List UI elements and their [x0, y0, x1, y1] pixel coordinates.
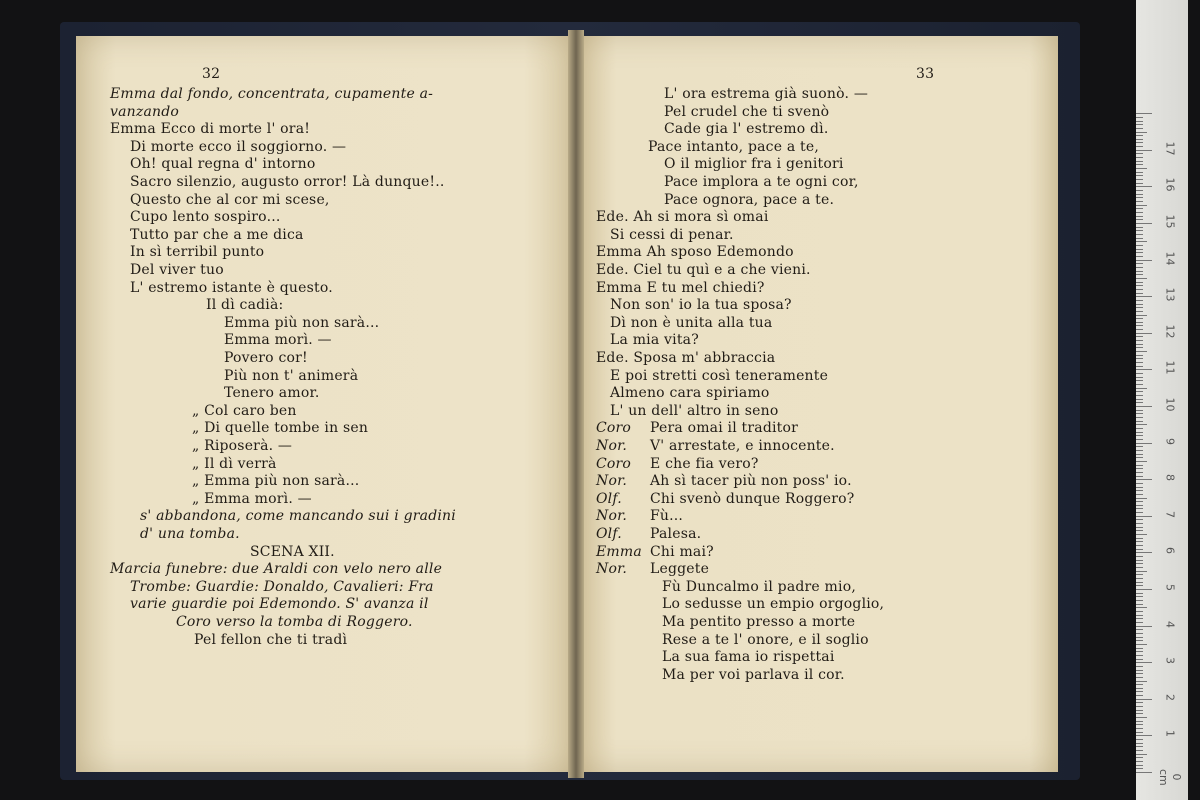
- speaker-label: Nor.: [596, 508, 628, 525]
- ruler-tick: [1136, 263, 1143, 264]
- ruler-tick: [1136, 483, 1143, 484]
- ruler-tick: [1136, 713, 1143, 714]
- text-line: Ede. Ah si mora sì omai: [596, 209, 769, 226]
- text-line: Del viver tuo: [130, 262, 224, 278]
- ruler-tick: [1136, 139, 1143, 140]
- ruler-tick: [1136, 183, 1143, 184]
- text-line: „ Riposerà. —: [192, 438, 293, 454]
- speaker-label: Emma: [596, 543, 642, 560]
- ruler-tick: [1136, 267, 1143, 268]
- ruler-label: 8: [1163, 474, 1177, 482]
- speaker-label: Coro: [596, 420, 632, 437]
- text-line: Pace implora a te ogni cor,: [664, 174, 859, 190]
- ruler-tick: [1136, 296, 1152, 297]
- text-line: Almeno cara spiriamo: [610, 385, 770, 402]
- ruler-tick: [1136, 186, 1152, 187]
- text-line: Ma per voi parlava il cor.: [662, 666, 845, 683]
- text-line: „ Emma più non sarà...: [192, 473, 360, 490]
- text-line: Cupo lento sospiro...: [130, 209, 281, 226]
- text-line: Trombe: Guardie: Donaldo, Cavalieri: Fra: [130, 578, 434, 595]
- ruler-tick: [1136, 538, 1143, 539]
- ruler-tick: [1136, 534, 1147, 535]
- ruler-tick: [1136, 325, 1143, 326]
- text-line: L' estremo istante è questo.: [130, 279, 333, 296]
- ruler-tick: [1136, 457, 1143, 458]
- text-line: Chi mai?: [650, 543, 714, 560]
- ruler-tick: [1136, 443, 1152, 444]
- ruler-tick: [1136, 468, 1143, 469]
- text-line: Marcia funebre: due Araldi con velo nero alle: [110, 561, 443, 578]
- ruler-tick: [1136, 552, 1152, 553]
- text-line: „ Il dì verrà: [192, 455, 277, 472]
- ruler-tick: [1136, 673, 1143, 674]
- text-line: Chi svenò dunque Roggero?: [650, 490, 855, 507]
- ruler-tick: [1136, 132, 1147, 133]
- ruler-tick: [1136, 508, 1143, 509]
- ruler-tick: [1136, 618, 1143, 619]
- ruler-tick: [1136, 498, 1147, 499]
- ruler-tick: [1136, 432, 1143, 433]
- text-line: Pace ognora, pace a te.: [664, 191, 835, 208]
- ruler-tick: [1136, 735, 1152, 736]
- ruler-tick: [1136, 717, 1147, 718]
- ruler-tick: [1136, 179, 1143, 180]
- ruler-tick: [1136, 615, 1143, 616]
- ruler-tick: [1136, 274, 1143, 275]
- ruler-tick: [1136, 574, 1143, 575]
- text-line: Il dì cadià:: [206, 297, 284, 314]
- ruler-tick: [1136, 373, 1143, 374]
- ruler-tick: [1136, 194, 1143, 195]
- ruler-label: 6: [1163, 547, 1177, 555]
- ruler-tick: [1136, 205, 1147, 206]
- ruler-tick: [1136, 219, 1143, 220]
- ruler-tick: [1136, 157, 1143, 158]
- ruler-tick: [1136, 230, 1143, 231]
- ruler-tick: [1136, 681, 1147, 682]
- ruler-tick: [1136, 670, 1143, 671]
- ruler-tick: [1136, 732, 1143, 733]
- ruler-label: 16: [1163, 177, 1177, 192]
- ruler-tick: [1136, 604, 1143, 605]
- ruler-tick: [1136, 197, 1143, 198]
- ruler-tick: [1136, 523, 1143, 524]
- ruler-tick: [1136, 494, 1143, 495]
- ruler-tick: [1136, 519, 1143, 520]
- ruler-tick: [1136, 175, 1143, 176]
- ruler-label: 1: [1163, 730, 1177, 738]
- right-page: [578, 36, 1058, 772]
- ruler-tick: [1136, 212, 1143, 213]
- ruler-tick: [1136, 688, 1143, 689]
- ruler-tick: [1136, 315, 1147, 316]
- text-line: Sacro silenzio, augusto orror! Là dunque!..: [130, 174, 445, 190]
- ruler-tick: [1136, 117, 1143, 118]
- ruler-tick: [1136, 545, 1143, 546]
- speaker-label: Nor.: [596, 473, 628, 490]
- ruler-tick: [1136, 684, 1143, 685]
- ruler-tick: [1136, 271, 1143, 272]
- text-line: Rese a te l' onore, e il soglio: [662, 631, 869, 648]
- ruler-tick: [1136, 611, 1143, 612]
- book-gutter: [568, 30, 584, 778]
- ruler-tick: [1136, 505, 1143, 506]
- ruler-label: 9: [1163, 437, 1177, 445]
- text-line: „ Emma morì. —: [192, 490, 312, 507]
- ruler-tick: [1136, 724, 1143, 725]
- text-line: La sua fama io rispettai: [662, 649, 835, 666]
- ruler-tick: [1136, 380, 1143, 381]
- ruler-tick: [1136, 743, 1143, 744]
- text-line: SCENA XII.: [250, 543, 335, 560]
- text-line: Ede. Ciel tu quì e a che vieni.: [596, 262, 811, 278]
- ruler-tick: [1136, 655, 1143, 656]
- text-line: „ Di quelle tombe in sen: [192, 420, 369, 437]
- ruler-tick: [1136, 691, 1143, 692]
- ruler-tick: [1136, 527, 1143, 528]
- ruler-label: 10: [1163, 397, 1177, 412]
- ruler-tick: [1136, 549, 1143, 550]
- ruler-label: 12: [1163, 324, 1177, 339]
- ruler-tick: [1136, 593, 1143, 594]
- ruler-tick: [1136, 135, 1143, 136]
- ruler-tick: [1136, 121, 1143, 122]
- text-line: Più non t' animerà: [224, 367, 359, 384]
- text-line: La mia vita?: [610, 332, 699, 349]
- left-page: [76, 36, 574, 772]
- ruler-tick: [1136, 406, 1152, 407]
- ruler-tick: [1136, 336, 1143, 337]
- ruler-tick: [1136, 746, 1143, 747]
- ruler-tick: [1136, 648, 1143, 649]
- ruler-tick: [1136, 355, 1143, 356]
- ruler-tick: [1136, 153, 1143, 154]
- ruler-tick: [1136, 662, 1152, 663]
- ruler-tick: [1136, 633, 1143, 634]
- page-number-right: 33: [916, 66, 935, 82]
- ruler-label: 17: [1163, 141, 1177, 156]
- ruler-tick: [1136, 582, 1143, 583]
- ruler-label: 5: [1163, 584, 1177, 591]
- text-line: Emma Ah sposo Edemondo: [596, 244, 794, 261]
- ruler-label: 4: [1163, 620, 1177, 628]
- ruler-tick: [1136, 541, 1143, 542]
- ruler-tick: [1136, 289, 1143, 290]
- ruler-tick: [1136, 142, 1143, 143]
- ruler-tick: [1136, 124, 1143, 125]
- ruler-tick: [1136, 402, 1143, 403]
- ruler-tick: [1136, 461, 1147, 462]
- ruler-tick: [1136, 487, 1143, 488]
- ruler-tick: [1136, 340, 1143, 341]
- ruler-tick: [1136, 476, 1143, 477]
- ruler-tick: [1136, 472, 1143, 473]
- ruler-tick: [1136, 424, 1147, 425]
- ruler-tick: [1136, 585, 1143, 586]
- ruler-tick: [1136, 304, 1143, 305]
- text-line: Povero cor!: [224, 350, 308, 366]
- speaker-label: Olf.: [596, 490, 622, 507]
- ruler-tick: [1136, 677, 1143, 678]
- ruler-tick: [1136, 516, 1152, 517]
- text-line: d' una tomba.: [140, 526, 240, 542]
- ruler-tick: [1136, 757, 1143, 758]
- ruler-tick: [1136, 765, 1143, 766]
- text-line: Emma dal fondo, concentrata, cupamente a-: [110, 86, 434, 102]
- ruler-tick: [1136, 640, 1143, 641]
- ruler-tick: [1136, 201, 1143, 202]
- ruler-tick: [1136, 252, 1143, 253]
- ruler-label: 7: [1163, 510, 1177, 518]
- text-line: Cade gia l' estremo dì.: [664, 121, 829, 138]
- ruler-tick: [1136, 560, 1143, 561]
- text-line: Emma più non sarà...: [224, 314, 380, 331]
- ruler-tick: [1136, 227, 1143, 228]
- speaker-label: Nor.: [596, 438, 628, 454]
- text-line: In sì terribil punto: [130, 244, 265, 261]
- ruler-tick: [1136, 629, 1143, 630]
- ruler-label: 14: [1163, 251, 1177, 266]
- ruler-tick: [1136, 293, 1143, 294]
- ruler-tick: [1136, 417, 1143, 418]
- ruler-tick: [1136, 347, 1143, 348]
- ruler-tick: [1136, 333, 1152, 334]
- ruler-tick: [1136, 413, 1143, 414]
- ruler-tick: [1136, 454, 1143, 455]
- ruler-tick: [1136, 161, 1143, 162]
- text-line: Palesa.: [650, 526, 702, 542]
- text-line: E che fia vero?: [650, 455, 759, 472]
- ruler-tick: [1136, 377, 1143, 378]
- ruler-tick: [1136, 699, 1152, 700]
- text-line: Pel crudel che ti svenò: [664, 103, 830, 120]
- text-line: Si cessi di penar.: [610, 226, 734, 243]
- ruler-tick: [1136, 761, 1143, 762]
- ruler-tick: [1136, 322, 1143, 323]
- ruler-tick: [1136, 450, 1143, 451]
- ruler-tick: [1136, 358, 1143, 359]
- ruler-tick: [1136, 710, 1143, 711]
- ruler-tick: [1136, 146, 1143, 147]
- ruler-tick: [1136, 208, 1143, 209]
- text-line: E poi stretti così teneramente: [610, 367, 829, 384]
- ruler-label: 2: [1163, 693, 1177, 701]
- text-line: Pel fellon che ti tradì: [194, 631, 348, 648]
- ruler-tick: [1136, 435, 1143, 436]
- ruler-tick: [1136, 256, 1143, 257]
- ruler-label: 0 cm: [1157, 769, 1183, 786]
- ruler-tick: [1136, 768, 1143, 769]
- text-line: Non son' io la tua sposa?: [610, 297, 792, 314]
- ruler-tick: [1136, 772, 1152, 773]
- text-line: Oh! qual regna d' intorno: [130, 156, 316, 173]
- ruler-tick: [1136, 369, 1152, 370]
- text-line: Fù Duncalmo il padre mio,: [662, 578, 856, 595]
- ruler-tick: [1136, 721, 1143, 722]
- ruler-tick: [1136, 706, 1143, 707]
- ruler-label: 11: [1163, 360, 1177, 375]
- ruler-tick: [1136, 245, 1143, 246]
- ruler-tick: [1136, 399, 1143, 400]
- ruler-tick: [1136, 659, 1143, 660]
- text-line: O il miglior fra i genitori: [664, 156, 844, 173]
- ruler-label: 15: [1163, 214, 1177, 229]
- ruler-tick: [1136, 439, 1143, 440]
- ruler-tick: [1136, 410, 1143, 411]
- ruler-tick: [1136, 351, 1147, 352]
- ruler-tick: [1136, 571, 1147, 572]
- ruler-tick: [1136, 479, 1152, 480]
- ruler-tick: [1136, 530, 1143, 531]
- ruler-tick: [1136, 241, 1147, 242]
- ruler-tick: [1136, 589, 1152, 590]
- ruler-tick: [1136, 644, 1147, 645]
- ruler-tick: [1136, 622, 1143, 623]
- ruler-tick: [1136, 223, 1152, 224]
- ruler-tick: [1136, 300, 1143, 301]
- ruler-tick: [1136, 428, 1143, 429]
- ruler-label: 13: [1163, 287, 1177, 302]
- ruler-tick: [1136, 596, 1143, 597]
- text-line: s' abbandona, come mancando sui i gradini: [140, 508, 456, 525]
- ruler-tick: [1136, 637, 1143, 638]
- text-line: Pera omai il traditor: [650, 420, 799, 437]
- ruler-tick: [1136, 567, 1143, 568]
- ruler-tick: [1136, 216, 1143, 217]
- text-line: Tenero amor.: [224, 385, 320, 402]
- ruler-tick: [1136, 501, 1143, 502]
- text-line: Pace intanto, pace a te,: [648, 138, 819, 155]
- text-line: vanzando: [110, 103, 180, 120]
- text-line: Tutto par che a me dica: [130, 226, 304, 243]
- ruler-tick: [1136, 556, 1143, 557]
- ruler-tick: [1136, 190, 1143, 191]
- text-line: Dì non è unita alla tua: [610, 314, 773, 331]
- text-line: Emma Ecco di morte l' ora!: [110, 121, 311, 138]
- ruler-tick: [1136, 446, 1143, 447]
- text-line: Emma E tu mel chiedi?: [596, 279, 765, 296]
- ruler-tick: [1136, 150, 1152, 151]
- ruler-tick: [1136, 702, 1143, 703]
- ruler-tick: [1136, 421, 1143, 422]
- text-line: L' ora estrema già suonò. —: [664, 86, 869, 102]
- text-line: L' un dell' altro in seno: [610, 402, 779, 419]
- text-line: Leggete: [650, 561, 710, 578]
- ruler-tick: [1136, 750, 1143, 751]
- speaker-label: Nor.: [596, 561, 628, 578]
- ruler-tick: [1136, 651, 1143, 652]
- text-line: Coro verso la tomba di Roggero.: [176, 614, 413, 630]
- ruler-tick: [1136, 739, 1143, 740]
- text-line: Emma morì. —: [224, 332, 332, 349]
- text-line: Ma pentito presso a morte: [662, 614, 856, 630]
- ruler-tick: [1136, 260, 1152, 261]
- ruler-tick: [1136, 490, 1143, 491]
- ruler-tick: [1136, 754, 1147, 755]
- ruler-tick: [1136, 626, 1152, 627]
- ruler-tick: [1136, 172, 1143, 173]
- ruler-tick: [1136, 362, 1143, 363]
- ruler-tick: [1136, 249, 1143, 250]
- ruler-tick: [1136, 512, 1143, 513]
- measuring-ruler: [1136, 0, 1188, 800]
- ruler-tick: [1136, 578, 1143, 579]
- text-line: Fù...: [650, 508, 684, 525]
- ruler-tick: [1136, 164, 1143, 165]
- ruler-tick: [1136, 607, 1147, 608]
- text-line: „ Col caro ben: [192, 402, 297, 419]
- ruler-tick: [1136, 344, 1143, 345]
- text-line: Ah sì tacer più non poss' io.: [650, 473, 852, 490]
- text-line: Questo che al cor mi scese,: [130, 191, 330, 208]
- ruler-tick: [1136, 238, 1143, 239]
- ruler-tick: [1136, 391, 1143, 392]
- ruler-tick: [1136, 329, 1143, 330]
- ruler-tick: [1136, 366, 1143, 367]
- ruler-tick: [1136, 563, 1143, 564]
- speaker-label: Olf.: [596, 526, 622, 542]
- ruler-tick: [1136, 278, 1147, 279]
- text-line: varie guardie poi Edemondo. S' avanza il: [130, 596, 429, 613]
- ruler-tick: [1136, 318, 1143, 319]
- ruler-tick: [1136, 384, 1143, 385]
- ruler-tick: [1136, 695, 1143, 696]
- text-line: V' arrestate, e innocente.: [650, 438, 835, 454]
- page-number-left: 32: [202, 66, 221, 82]
- speaker-label: Coro: [596, 455, 632, 472]
- ruler-tick: [1136, 395, 1143, 396]
- ruler-tick: [1136, 666, 1143, 667]
- ruler-tick: [1136, 234, 1143, 235]
- ruler-tick: [1136, 113, 1152, 114]
- text-line: Di morte ecco il soggiorno. —: [130, 138, 347, 155]
- ruler-tick: [1136, 311, 1143, 312]
- text-line: Lo sedusse un empio orgoglio,: [662, 596, 885, 613]
- ruler-tick: [1136, 728, 1143, 729]
- ruler-tick: [1136, 282, 1143, 283]
- ruler-tick: [1136, 388, 1147, 389]
- ruler-tick: [1136, 128, 1143, 129]
- ruler-tick: [1136, 600, 1143, 601]
- ruler-tick: [1136, 285, 1143, 286]
- ruler-label: 3: [1163, 657, 1177, 665]
- ruler-tick: [1136, 168, 1147, 169]
- ruler-tick: [1136, 465, 1143, 466]
- text-line: Ede. Sposa m' abbraccia: [596, 350, 776, 366]
- ruler-tick: [1136, 307, 1143, 308]
